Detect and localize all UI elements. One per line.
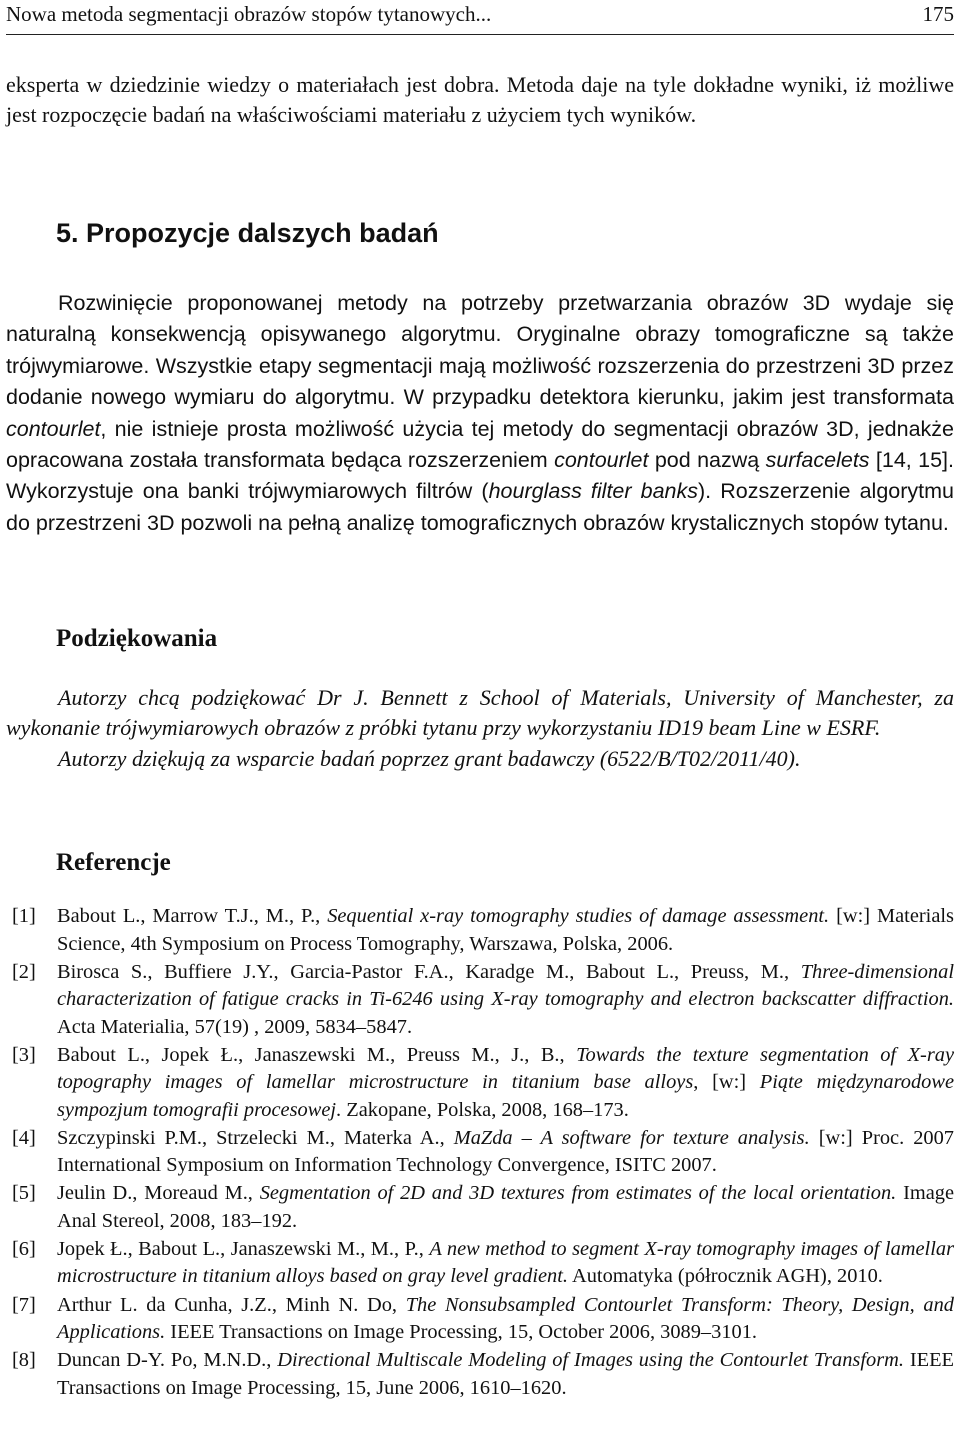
running-title: Nowa metoda segmentacji obrazów stopów tytanowych... bbox=[6, 2, 492, 26]
reference-authors: Jopek Ł., Babout L., Janaszewski M., M., P., bbox=[57, 1237, 430, 1260]
reference-source: IEEE Transactions on Image Processing, 15, June 2006, 1610–1620. bbox=[57, 1349, 954, 1399]
reference-number: [3] bbox=[12, 1043, 36, 1066]
reference-item bbox=[6, 1292, 954, 1347]
hourglass-term: hourglass filter banks bbox=[488, 479, 699, 504]
reference-title: MaZda – A software for texture analysis. bbox=[453, 1126, 810, 1149]
section-5-text-3: pod nazwą bbox=[648, 448, 766, 473]
section-5-text-5: ). Rozszerzenie algorytmu do przestrzeni 3D pozwoli na pełną analizę tomograficznych obrazów krystalicznych stopów tytanu. bbox=[6, 479, 954, 535]
reference-item bbox=[6, 903, 954, 958]
contourlet-term-2: contourlet bbox=[554, 448, 649, 473]
reference-source: Automatyka (półrocznik AGH), 2010. bbox=[568, 1265, 883, 1288]
reference-title: The Nonsubsampled Contourlet Transform: Theory, Design, and Applications. bbox=[57, 1293, 954, 1344]
reference-item bbox=[6, 1347, 954, 1402]
section-5-title: 5. Propozycje dalszych badań bbox=[56, 218, 439, 248]
reference-source: Image Anal Stereol, 2008, 183–192. bbox=[57, 1182, 955, 1232]
reference-source-2: . Zakopane, Polska, 2008, 168–173. bbox=[336, 1098, 629, 1121]
reference-item bbox=[6, 1236, 954, 1291]
references-list bbox=[6, 903, 954, 1403]
reference-proceedings-title: Piąte międzynarodowe sympozjum tomografii procesowej bbox=[57, 1071, 954, 1121]
acknowledgements-paragraph bbox=[6, 683, 954, 774]
reference-authors: Arthur L. da Cunha, J.Z., Minh N. Do, bbox=[57, 1293, 406, 1316]
section-5-text-4: [14, 15]. Wykorzystuje ona banki trójwymiarowych filtrów ( bbox=[6, 448, 954, 504]
reference-source: , [w:] bbox=[693, 1071, 760, 1094]
section-5-paragraph bbox=[6, 288, 954, 539]
reference-item bbox=[6, 1125, 954, 1180]
acknowledgements-title: Podziękowania bbox=[56, 625, 218, 652]
reference-title: Segmentation of 2D and 3D textures from estimates of the local orientation. bbox=[259, 1182, 897, 1205]
reference-number: [4] bbox=[12, 1126, 36, 1149]
reference-number: [7] bbox=[12, 1293, 36, 1316]
intro-paragraph: eksperta w dziedzinie wiedzy o materiałach jest dobra. Metoda daje na tyle dokładne wyniki, iż możliwe jest rozpoczęcie badań na właściwościami materiału z użyciem tych wyników. bbox=[6, 72, 954, 128]
reference-number: [2] bbox=[12, 960, 36, 983]
running-header bbox=[6, 0, 954, 35]
reference-authors: Babout L., Marrow T.J., M., P., bbox=[57, 905, 328, 927]
reference-title: Directional Multiscale Modeling of Images using the Contourlet Transform. bbox=[277, 1349, 904, 1372]
surfacelets-term: surfacelets bbox=[765, 448, 870, 473]
reference-authors: Szczypinski P.M., Strzelecki M., Materka A., bbox=[57, 1126, 454, 1149]
reference-number: [1] bbox=[12, 905, 36, 927]
reference-item bbox=[6, 1042, 954, 1125]
reference-title: Sequential x-ray tomography studies of damage assessment. bbox=[327, 905, 830, 927]
reference-source: IEEE Transactions on Image Processing, 15, October 2006, 3089–3101. bbox=[165, 1321, 758, 1344]
contourlet-term: contourlet bbox=[6, 416, 101, 441]
reference-authors: Jeulin D., Moreaud M., bbox=[57, 1182, 260, 1205]
reference-item bbox=[6, 1180, 954, 1235]
reference-source: [w:] Materials Science, 4th Symposium on Process Tomography, Warszawa, Polska, 2006. bbox=[57, 905, 954, 955]
reference-authors: Babout L., Jopek Ł., Janaszewski M., Preuss M., J., B., bbox=[57, 1043, 577, 1066]
reference-item bbox=[6, 959, 954, 1042]
reference-authors: Duncan D-Y. Po, M.N.D., bbox=[57, 1349, 278, 1372]
reference-title: Towards the texture segmentation of X-ray topography images of lamellar microstructure in titanium base alloys bbox=[57, 1043, 954, 1094]
reference-authors: Birosca S., Buffiere J.Y., Garcia-Pastor F.A., Karadge M., Babout L., Preuss, M., bbox=[57, 960, 801, 983]
reference-title: Three-dimensional characterization of fatigue cracks in Ti-6246 using X-ray tomography and electron backscatter diffraction. bbox=[57, 960, 954, 1011]
reference-title: A new method to segment X-ray tomography images of lamellar microstructure in titanium alloys based on gray level gradient. bbox=[57, 1237, 955, 1288]
references-title: Referencje bbox=[56, 849, 171, 876]
section-5-body bbox=[6, 288, 954, 539]
page-number: 175 bbox=[922, 2, 954, 26]
section-5-text-2: , nie istnieje prosta możliwość użycia tej metody do segmentacji obrazów 3D, jednakże opracowana została transformata będąca rozszerzeniem bbox=[6, 416, 954, 473]
reference-number: [6] bbox=[12, 1237, 36, 1260]
reference-source: [w:] Proc. 2007 International Symposium on Information Technology Convergence, ISITC 2007. bbox=[57, 1126, 954, 1177]
acknowledgements-line-2: Autorzy dziękują za wsparcie badań poprzez grant badawczy (6522/B/T02/2011/40). bbox=[58, 745, 801, 771]
acknowledgements-line-1: Autorzy chcą podziękować Dr J. Bennett z School of Materials, University of Manchester, za wykonanie trójwymiarowych obrazów z próbki tytanu przy wykorzystaniu ID19 beam Line w ESRF. bbox=[6, 685, 954, 741]
section-5-text-1: Rozwinięcie proponowanej metody na potrzeby przetwarzania obrazów 3D wydaje się naturalną konsekwencją opisywanego algorytmu. Oryginalne obrazy tomograficzne są także trójwymiarowe. Wszystkie etapy segmentacji mają możliwość rozszerzenia do przestrzeni 3D przez dodanie nowego wymiaru do algorytmu. W przypadku detektora kierunku, jakim jest transformata bbox=[6, 291, 954, 410]
reference-number: [8] bbox=[12, 1349, 36, 1372]
reference-source: Acta Materialia, 57(19) , 2009, 5834–5847. bbox=[57, 1015, 413, 1038]
reference-number: [5] bbox=[12, 1182, 36, 1205]
